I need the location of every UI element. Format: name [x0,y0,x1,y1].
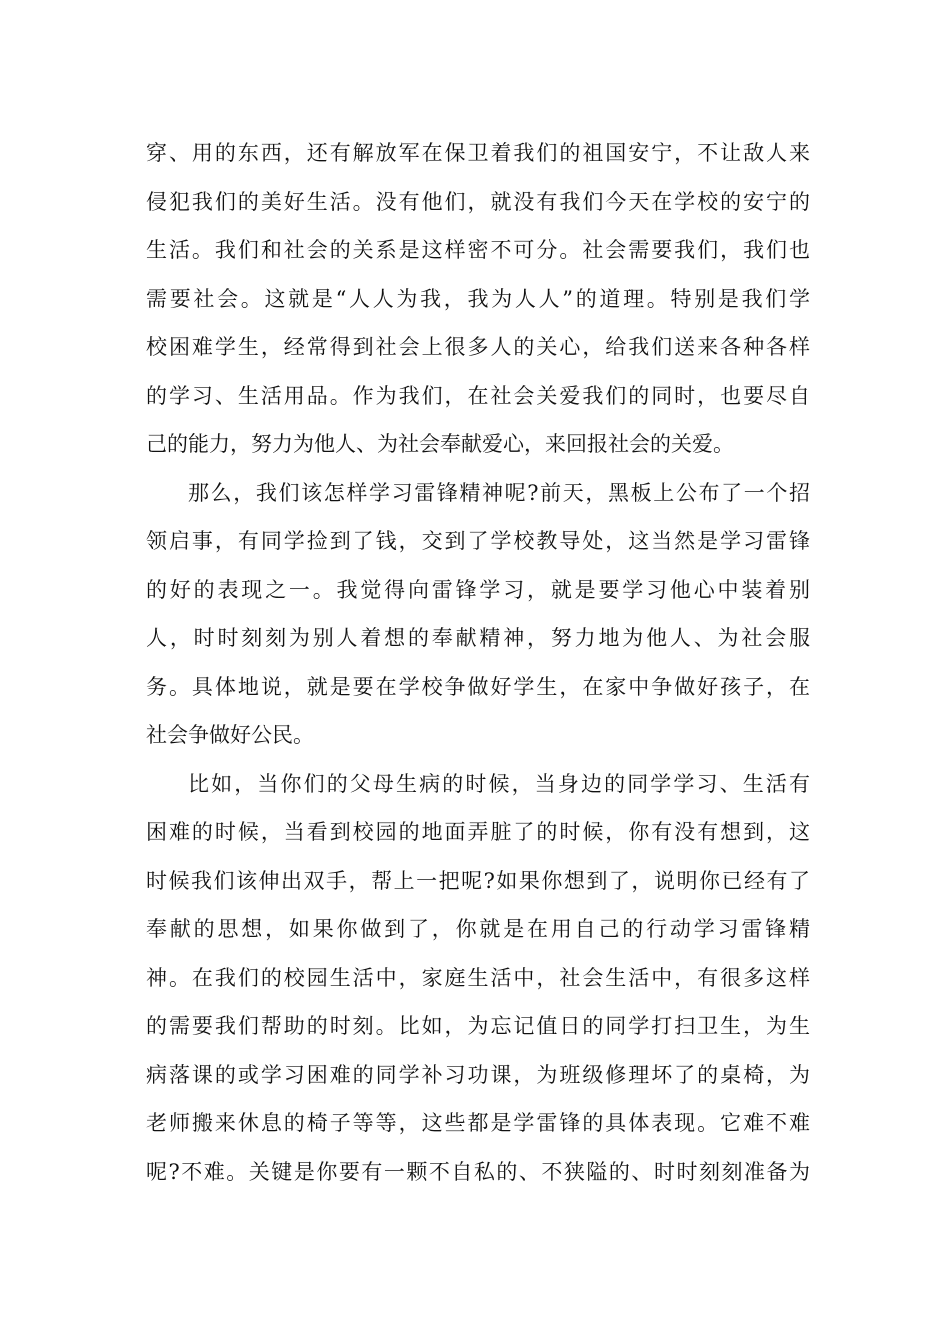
text-line: 神。在我们的校园生活中，家庭生活中，社会生活中，有很多这样 [146,965,810,990]
text-line: 人，时时刻刻为别人着想的奉献精神，努力地为他人、为社会服 [146,626,810,650]
text-line: 生活。我们和社会的关系是这样密不可分。社会需要我们，我们也 [146,238,810,262]
paragraph-first-line: 比如，当你们的父母生病的时候，当身边的同学学习、生活有 [188,771,810,796]
text-line: 老师搬来休息的椅子等等，这些都是学雷锋的具体表现。它难不难 [146,1111,810,1135]
document-body [146,129,810,1196]
text-line: 需要社会。这就是“人人为我，我为人人”的道理。特别是我们学 [146,286,810,311]
text-line: 的需要我们帮助的时刻。比如，为忘记值日的同学打扫卫生，为生 [146,1014,810,1038]
text-line: 穿、用的东西，还有解放军在保卫着我们的祖国安宁，不让敌人来 [146,141,810,165]
text-line: 己的能力，努力为他人、为社会奉献爱心，来回报社会的关爱。 [146,432,734,456]
text-line: 奉献的思想，如果你做到了，你就是在用自己的行动学习雷锋精 [146,917,810,941]
text-line: 校困难学生，经常得到社会上很多人的关心，给我们送来各种各样 [146,335,810,359]
text-line: 的好的表现之一。我觉得向雷锋学习，就是要学习他心中装着别 [146,577,810,602]
paragraph-first-line: 那么，我们该怎样学习雷锋精神呢?前天，黑板上公布了一个招 [188,480,810,505]
text-line: 领启事，有同学捡到了钱，交到了学校教导处，这当然是学习雷锋 [146,529,810,553]
text-line: 呢?不难。关键是你要有一颗不自私的、不狭隘的、时时刻刻准备为 [146,1159,810,1184]
text-line: 务。具体地说，就是要在学校争做好学生，在家中争做好孩子，在 [146,674,810,699]
text-line: 侵犯我们的美好生活。没有他们，就没有我们今天在学校的安宁的 [146,189,810,214]
text-line: 时候我们该伸出双手，帮上一把呢?如果你想到了，说明你已经有了 [146,868,810,893]
text-line: 社会争做好公民。 [146,723,314,747]
text-line: 困难的时候，当看到校园的地面弄脏了的时候，你有没有想到，这 [146,820,810,844]
text-line: 的学习、生活用品。作为我们，在社会关爱我们的同时，也要尽自 [146,383,810,408]
text-line: 病落课的或学习困难的同学补习功课，为班级修理坏了的桌椅，为 [146,1062,810,1087]
